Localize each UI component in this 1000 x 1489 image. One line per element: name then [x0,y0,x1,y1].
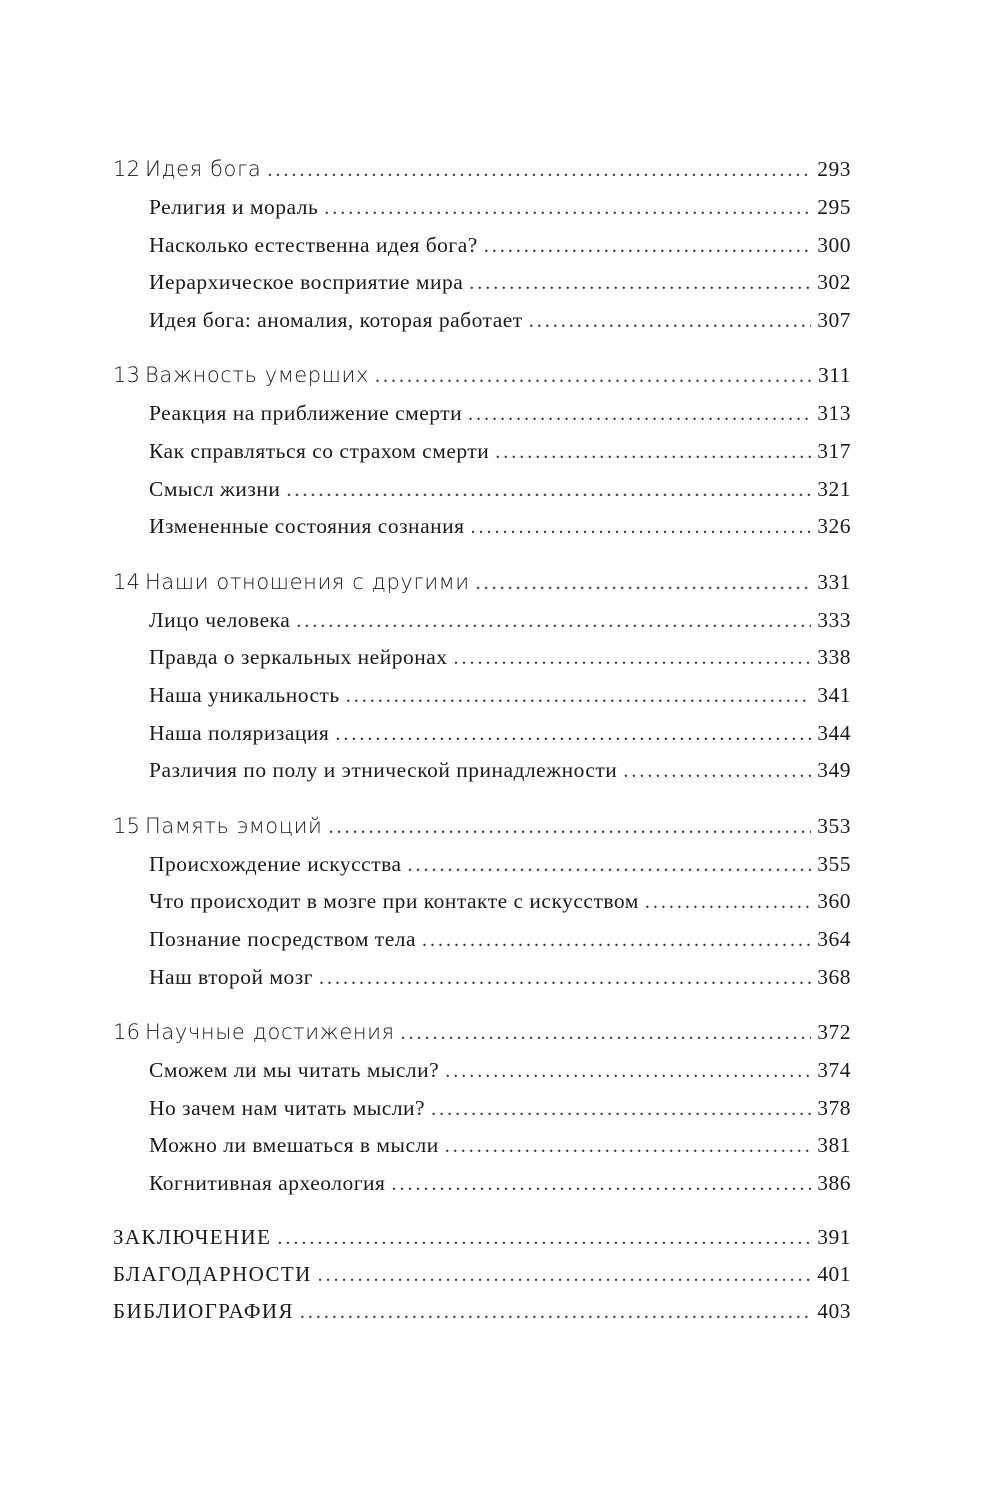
dot-leader [476,564,812,602]
page-number: 341 [817,682,851,707]
section-title: Происхождение искусства [149,851,402,876]
dot-leader [495,434,811,471]
page-number: 381 [817,1133,851,1158]
section-title: Идея бога: аномалия, которая работает [149,307,523,332]
chapter-number: 16 [113,1020,141,1045]
section-title: Сможем ли мы читать мысли? [149,1058,440,1083]
page-number: 401 [817,1262,851,1287]
toc-section[interactable] [113,921,851,959]
section-title: Наша поляризация [149,720,330,745]
dot-leader [296,603,811,640]
page-number: 378 [817,1095,851,1120]
toc-section[interactable] [113,189,851,227]
page-number: 293 [817,157,851,181]
toc-chapter-14[interactable] [113,563,851,602]
chapter-title: Научные достижения [145,1020,395,1045]
toc-section[interactable] [113,846,851,884]
page-number: 300 [817,232,851,257]
section-title: Можно ли вмешаться в мысли [149,1133,439,1158]
page-number: 321 [817,476,851,501]
toc-back-matter-bibliography[interactable] [113,1293,851,1330]
section-title: Познание посредством тела [149,926,417,951]
toc-chapter-13[interactable] [113,356,851,395]
section-title: Наша уникальность [149,682,340,707]
chapter-title: Наши отношения с другими [145,569,470,594]
section-title: Реакция на приближение смерти [149,401,463,426]
section-title: Смысл жизни [149,476,281,501]
chapter-number: 13 [113,363,141,388]
chapter-title: Важность умерших [145,363,370,388]
dot-leader [328,808,811,846]
toc-section[interactable] [113,508,851,546]
toc-section[interactable] [113,302,851,340]
dot-leader [623,753,811,790]
page-number: 344 [817,720,851,745]
section-title: Правда о зеркальных нейронах [149,645,448,670]
page-number: 386 [817,1170,851,1195]
back-matter-title: БИБЛИОГРАФИЯ [113,1299,294,1324]
dot-leader [445,1053,811,1090]
toc-section[interactable] [113,1052,851,1090]
chapter-title: Идея бога [145,157,262,181]
toc-back-matter-conclusion[interactable] [113,1219,851,1256]
section-title: Лицо человека [149,607,291,632]
dot-leader [645,884,811,921]
dot-leader [484,228,811,265]
dot-leader [375,357,812,395]
page-number: 338 [817,645,851,670]
page-number: 295 [817,195,851,219]
dot-leader [445,1128,812,1165]
dot-leader [391,1166,811,1203]
dot-leader [422,922,811,959]
dot-leader [401,1014,812,1052]
dot-leader [324,190,811,227]
page-number: 391 [817,1225,851,1250]
dot-leader [468,396,811,433]
page-number: 333 [817,607,851,632]
toc-section[interactable] [113,639,851,677]
dot-leader [319,960,811,997]
page-number: 349 [817,758,851,783]
dot-leader [277,1220,811,1256]
page-number: 353 [817,813,851,838]
page-number: 364 [817,926,851,951]
section-title: Различия по полу и этнической принадлежности [149,758,618,783]
page-number: 302 [817,270,851,295]
section-title: Религия и мораль [149,195,319,219]
chapter-title: Память эмоций [145,813,323,838]
page-number: 372 [817,1020,851,1045]
page-number: 307 [817,307,851,332]
chapter-number: 15 [113,813,141,838]
toc-section[interactable] [113,602,851,640]
toc-section[interactable] [113,959,851,997]
dot-leader [335,716,811,753]
back-matter-title: ЗАКЛЮЧЕНИЕ [113,1225,272,1250]
toc-section[interactable] [113,227,851,265]
toc-section[interactable] [113,715,851,753]
section-title: Наш второй мозг [149,964,314,989]
toc-section[interactable] [113,471,851,509]
section-title: Что происходит в мозге при контакте с искусством [149,889,639,914]
page-number: 326 [817,514,851,539]
toc-section[interactable] [113,883,851,921]
dot-leader [529,303,812,340]
page-number: 360 [817,889,851,914]
back-matter-title: БЛАГОДАРНОСТИ [113,1262,312,1287]
toc-back-matter-acknowledgements[interactable] [113,1256,851,1293]
toc-section[interactable] [113,677,851,715]
page-number: 317 [817,438,851,463]
section-title: Как справляться со страхом смерти [149,438,490,463]
dot-leader [267,151,811,189]
page-number: 313 [817,401,851,426]
toc-section[interactable] [113,1090,851,1128]
dot-leader [318,1257,812,1293]
page-number: 368 [817,964,851,989]
chapter-number: 14 [113,569,141,594]
dot-leader [408,847,812,884]
dot-leader [300,1294,811,1330]
page-number: 311 [818,363,851,388]
page-number: 331 [817,569,851,594]
toc-section[interactable] [113,1165,851,1203]
page-number: 403 [817,1299,851,1324]
section-title: Но зачем нам читать мысли? [149,1095,426,1120]
toc-section[interactable] [113,395,851,433]
toc-section[interactable] [113,752,851,790]
toc-section[interactable] [113,433,851,471]
section-title: Измененные состояния сознания [149,514,465,539]
dot-leader [431,1091,811,1128]
dot-leader [346,678,812,715]
toc-section[interactable] [113,1127,851,1165]
section-title: Когнитивная археология [149,1170,386,1195]
toc-section[interactable] [113,264,851,302]
dot-leader [286,472,811,509]
dot-leader [469,265,811,302]
chapter-number: 12 [113,157,141,181]
section-title: Насколько естественна идея бога? [149,232,478,257]
page-number: 374 [817,1058,851,1083]
toc-chapter-12[interactable] [113,150,851,189]
dot-leader [471,509,812,546]
toc-chapter-16[interactable] [113,1013,851,1052]
toc-chapter-15[interactable] [113,807,851,846]
page-number: 355 [817,851,851,876]
section-title: Иерархическое восприятие мира [149,270,464,295]
table-of-contents [113,150,851,1330]
dot-leader [454,640,812,677]
